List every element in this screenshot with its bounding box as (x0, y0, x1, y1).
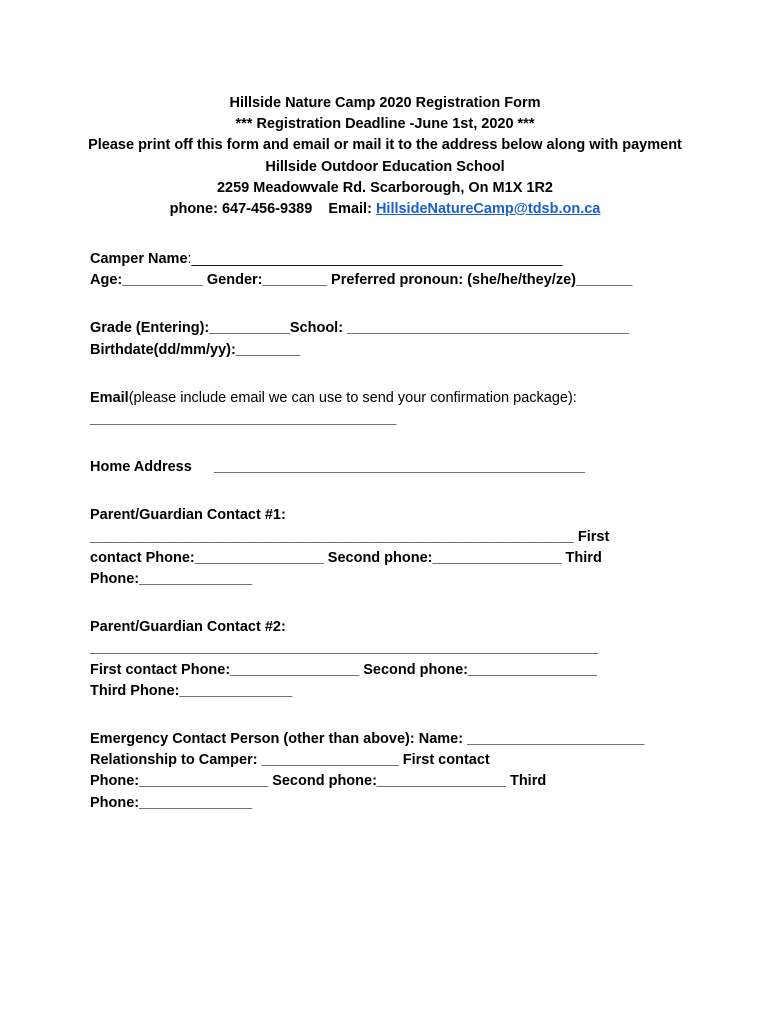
instructions: Please print off this form and email or mail it to the address below along with payment (88, 137, 682, 154)
pg2-third-phone[interactable]: Third Phone:______________ (90, 682, 293, 699)
email-link[interactable]: HillsideNatureCamp@tdsb.on.ca (375, 201, 601, 218)
camper-name-field[interactable]: :______________________________________________ (187, 251, 563, 267)
emergency-third-phone[interactable]: Phone:______________ (90, 794, 253, 811)
pg2-phones[interactable]: First contact Phone:________________ Second phone:________________ (90, 661, 597, 678)
email-label: Email: (328, 201, 372, 218)
age-gender-pronoun-line[interactable]: Age:__________ Gender:________ Preferred pronoun: (she/he/they/ze)_______ (90, 272, 633, 289)
home-address-line (90, 457, 690, 478)
pg1-heading: Parent/Guardian Contact #1: (90, 507, 286, 524)
camper-name-line (90, 249, 690, 270)
emergency-phones[interactable]: Phone:________________ Second phone:________________ Third (90, 773, 547, 790)
contact-line (0, 199, 770, 220)
birthdate-line[interactable]: Birthdate(dd/mm/yy):________ (90, 341, 301, 358)
email-note: (please include email we can use to send your confirmation package): (128, 389, 577, 406)
home-address-field[interactable]: ______________________________________________ (213, 459, 585, 476)
email-field[interactable]: ______________________________________ (90, 411, 397, 428)
pg1-third-phone[interactable]: Phone:______________ (90, 571, 253, 588)
form-header (0, 93, 770, 220)
camper-name-label: Camper Name (90, 251, 188, 267)
grade-school-line[interactable]: Grade (Entering):__________School: ___________________________________ (90, 320, 630, 337)
registration-deadline: *** Registration Deadline -June 1st, 2020 *** (235, 116, 535, 133)
form-body (90, 249, 690, 814)
form-title: Hillside Nature Camp 2020 Registration Form (229, 95, 541, 111)
email-line (90, 388, 690, 409)
pg2-heading: Parent/Guardian Contact #2: (90, 619, 286, 636)
school-name: Hillside Outdoor Education School (265, 158, 505, 175)
pg2-name-field[interactable]: _______________________________________________________________ (90, 640, 599, 657)
emergency-relationship[interactable]: Relationship to Camper: _________________ First contact (90, 752, 490, 769)
pg1-name-field[interactable]: ____________________________________________________________ First (90, 528, 610, 545)
phone-text: phone: 647-456-9389 (169, 201, 313, 218)
emergency-name[interactable]: Emergency Contact Person (other than above): Name: ______________________ (90, 731, 645, 748)
home-address-label: Home Address (90, 459, 192, 476)
email-field-label: Email (90, 389, 129, 406)
pg1-phones[interactable]: contact Phone:________________ Second phone:________________ Third (90, 549, 602, 566)
school-address: 2259 Meadowvale Rd. Scarborough, On M1X 1R2 (216, 179, 553, 196)
